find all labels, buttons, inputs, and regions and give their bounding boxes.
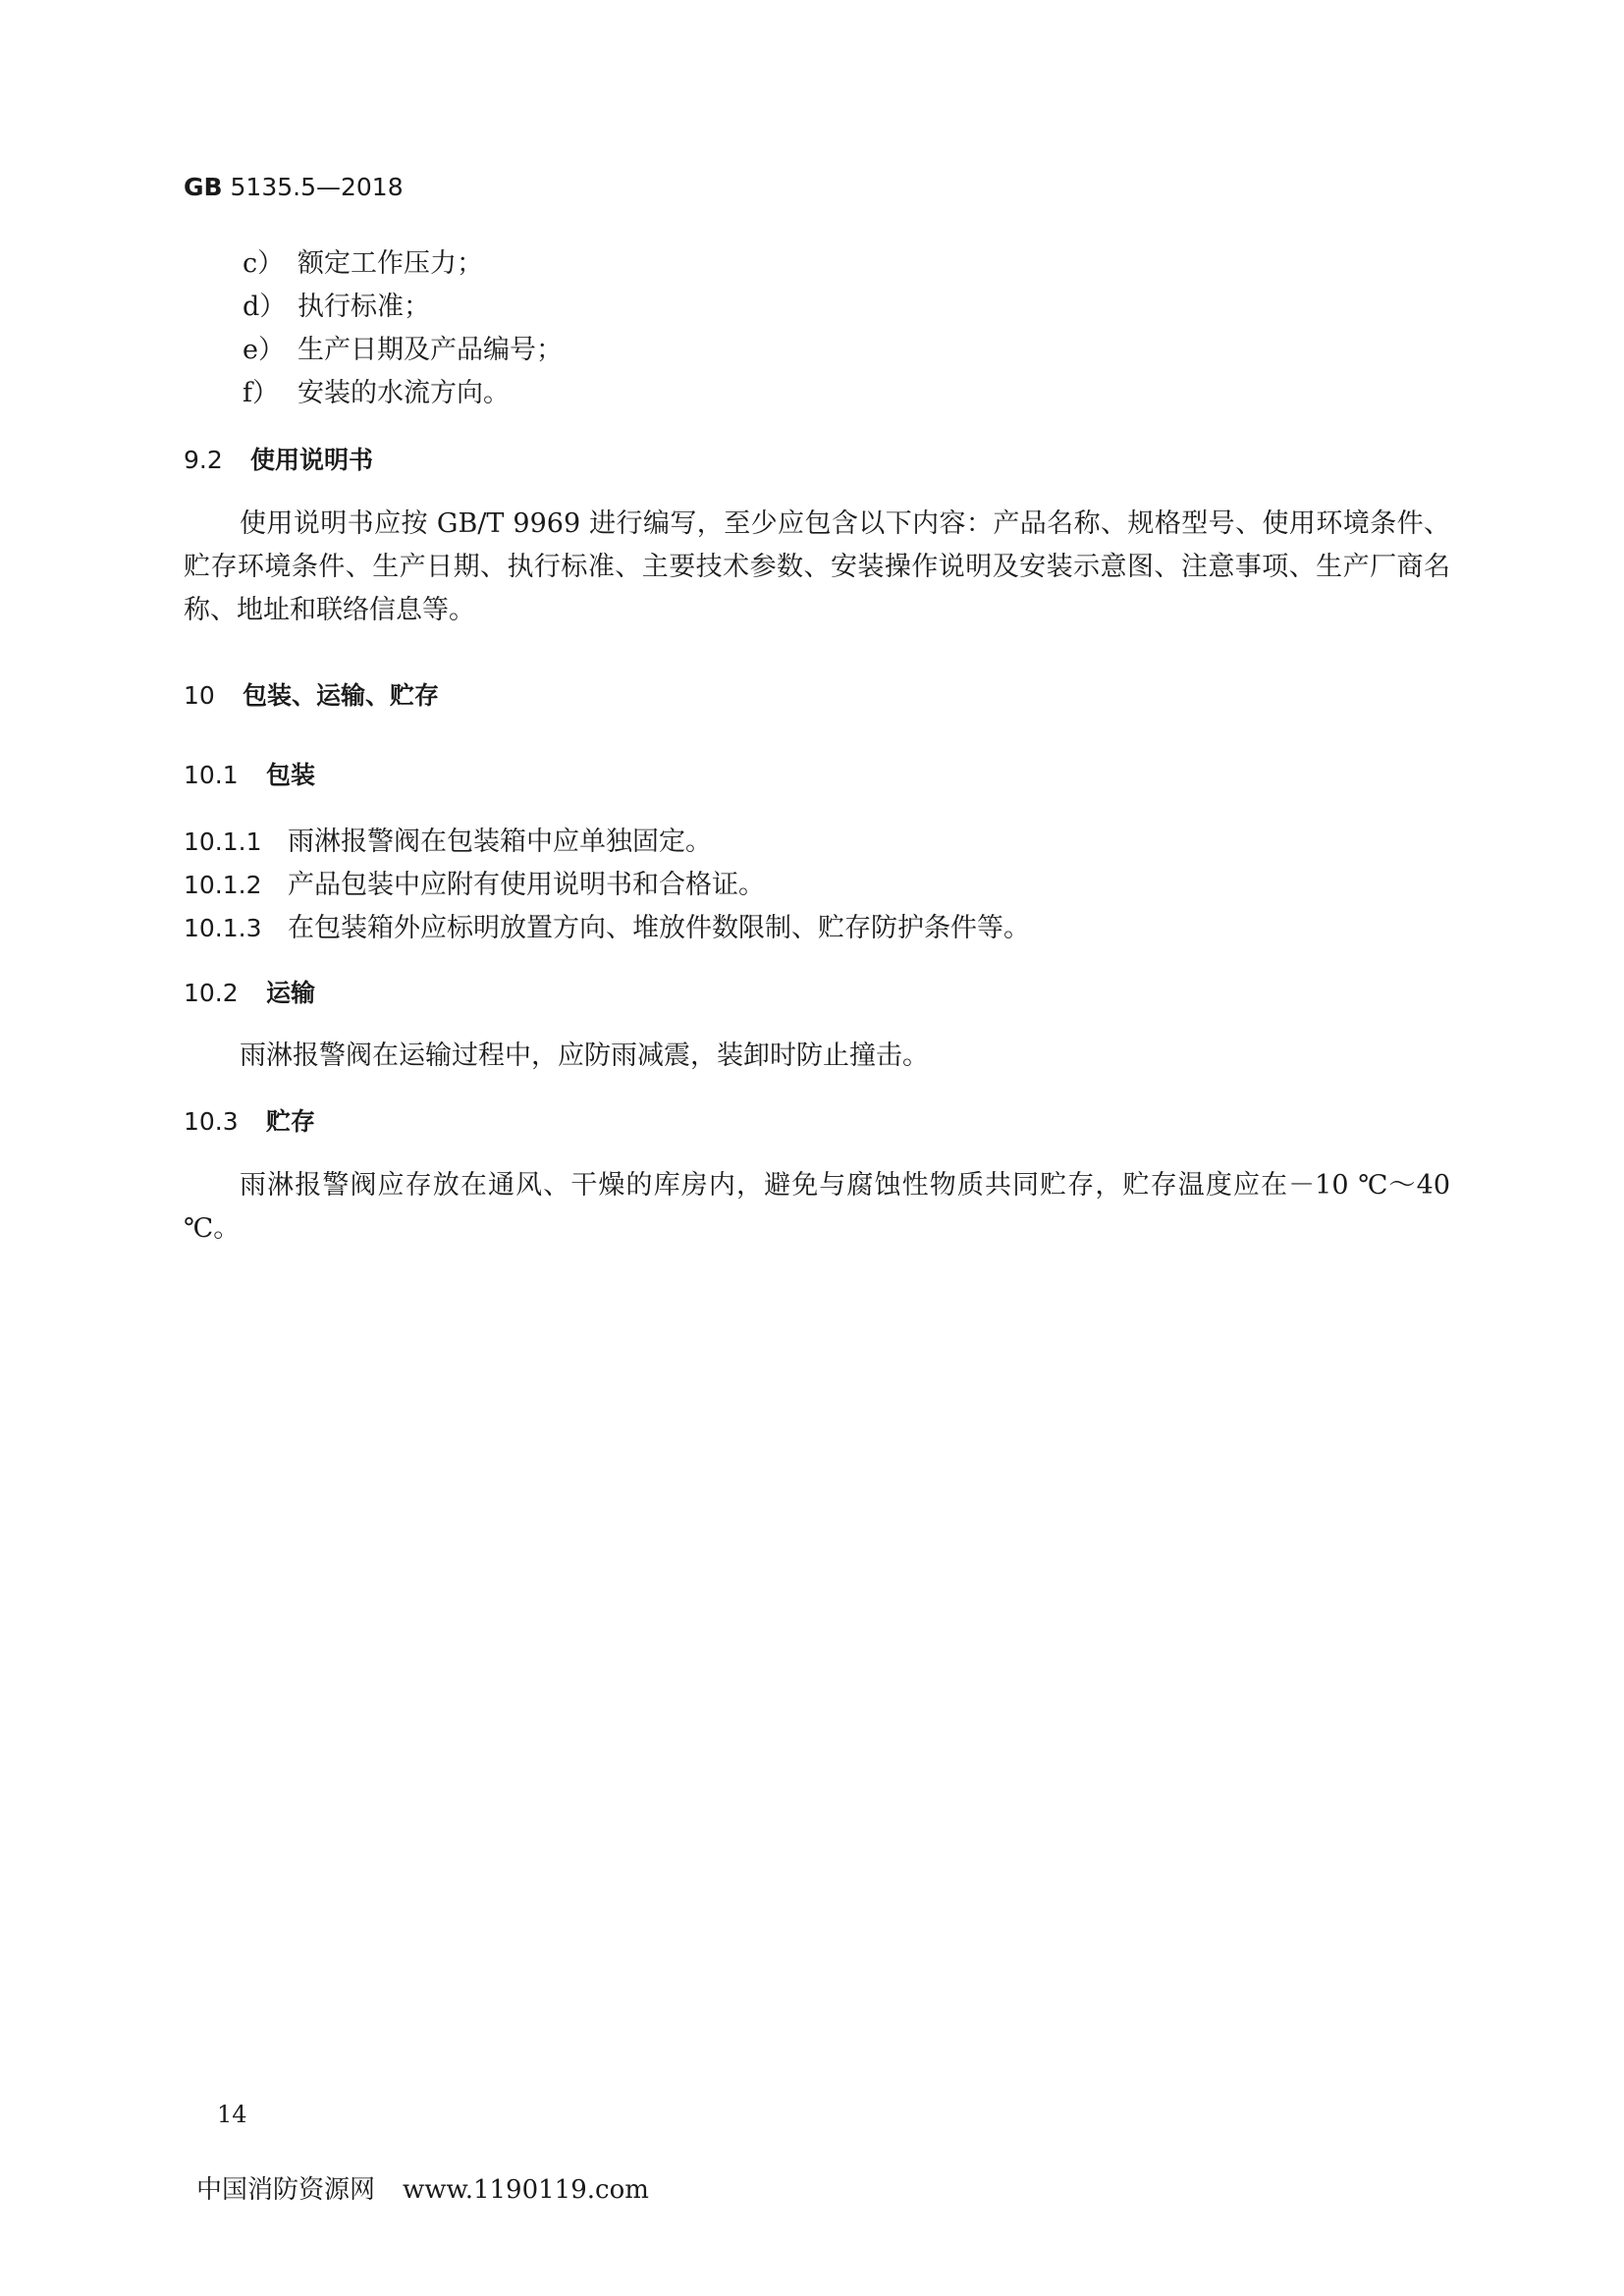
section-number: 10.2 xyxy=(184,979,239,1007)
clause-number: 10.1.1 xyxy=(184,828,262,856)
section-title: 包装 xyxy=(266,761,316,789)
section-heading-10-3 xyxy=(184,1105,315,1139)
section-number: 10.3 xyxy=(184,1107,239,1136)
clause-10-1-2 xyxy=(184,868,765,903)
list-item-text: 额定工作压力； xyxy=(298,248,483,279)
section-heading-10-1 xyxy=(184,759,315,792)
footer xyxy=(196,2169,649,2206)
list-item-label: f） xyxy=(243,378,279,408)
page-number: 14 xyxy=(217,2101,247,2128)
clause-text: 在包装箱外应标明放置方向、堆放件数限制、贮存防护条件等。 xyxy=(288,913,1030,943)
section-number: 9.2 xyxy=(184,446,223,474)
list-item-text: 安装的水流方向。 xyxy=(298,378,510,408)
list-item-f xyxy=(243,376,510,411)
section-number: 10.1 xyxy=(184,761,239,789)
standard-code-header xyxy=(184,173,404,201)
section-9-2-body: 使用说明书应按 GB/T 9969 进行编写，至少应包含以下内容：产品名称、规格型号、使用环境条件、贮存环境条件、生产日期、执行标准、主要技术参数、安装操作说明及安装示意图、注意事项、生产厂商名称、地址和联络信息等。 xyxy=(184,508,1450,625)
list-item-label: d） xyxy=(243,292,287,322)
section-10-2-body: 雨淋报警阀在运输过程中，应防雨减震，装卸时防止撞击。 xyxy=(240,1041,929,1071)
clause-number: 10.1.2 xyxy=(184,871,262,899)
clause-10-1-1 xyxy=(184,825,712,860)
list-item-e xyxy=(243,333,563,368)
clause-number: 10.1.3 xyxy=(184,914,262,942)
section-heading-9-2 xyxy=(184,444,373,477)
list-item-label: c） xyxy=(243,248,285,279)
chapter-title: 包装、运输、贮存 xyxy=(243,681,440,710)
section-10-3-body: 雨淋报警阀应存放在通风、干燥的库房内，避免与腐蚀性物质共同贮存，贮存温度应在－10 ℃～40 ℃。 xyxy=(184,1170,1450,1244)
clause-10-1-3 xyxy=(184,911,1030,946)
list-item-text: 执行标准； xyxy=(298,292,430,322)
section-title: 运输 xyxy=(266,979,316,1007)
standard-code-prefix: GB xyxy=(184,173,223,201)
clause-text: 产品包装中应附有使用说明书和合格证。 xyxy=(288,870,765,900)
list-item-label: e） xyxy=(243,335,285,365)
list-item-c xyxy=(243,246,483,282)
chapter-number: 10 xyxy=(184,681,215,710)
clause-text: 雨淋报警阀在包装箱中应单独固定。 xyxy=(288,827,712,857)
footer-url[interactable]: www.1190119.com xyxy=(403,2175,649,2205)
section-title: 贮存 xyxy=(266,1107,316,1136)
section-heading-10-2 xyxy=(184,977,315,1010)
standard-code-number: 5135.5—2018 xyxy=(222,173,404,201)
list-item-d xyxy=(243,290,430,325)
list-item-text: 生产日期及产品编号； xyxy=(298,335,563,365)
section-title: 使用说明书 xyxy=(250,446,374,474)
chapter-heading-10 xyxy=(184,679,439,713)
footer-site-name: 中国消防资源网 xyxy=(196,2175,376,2205)
